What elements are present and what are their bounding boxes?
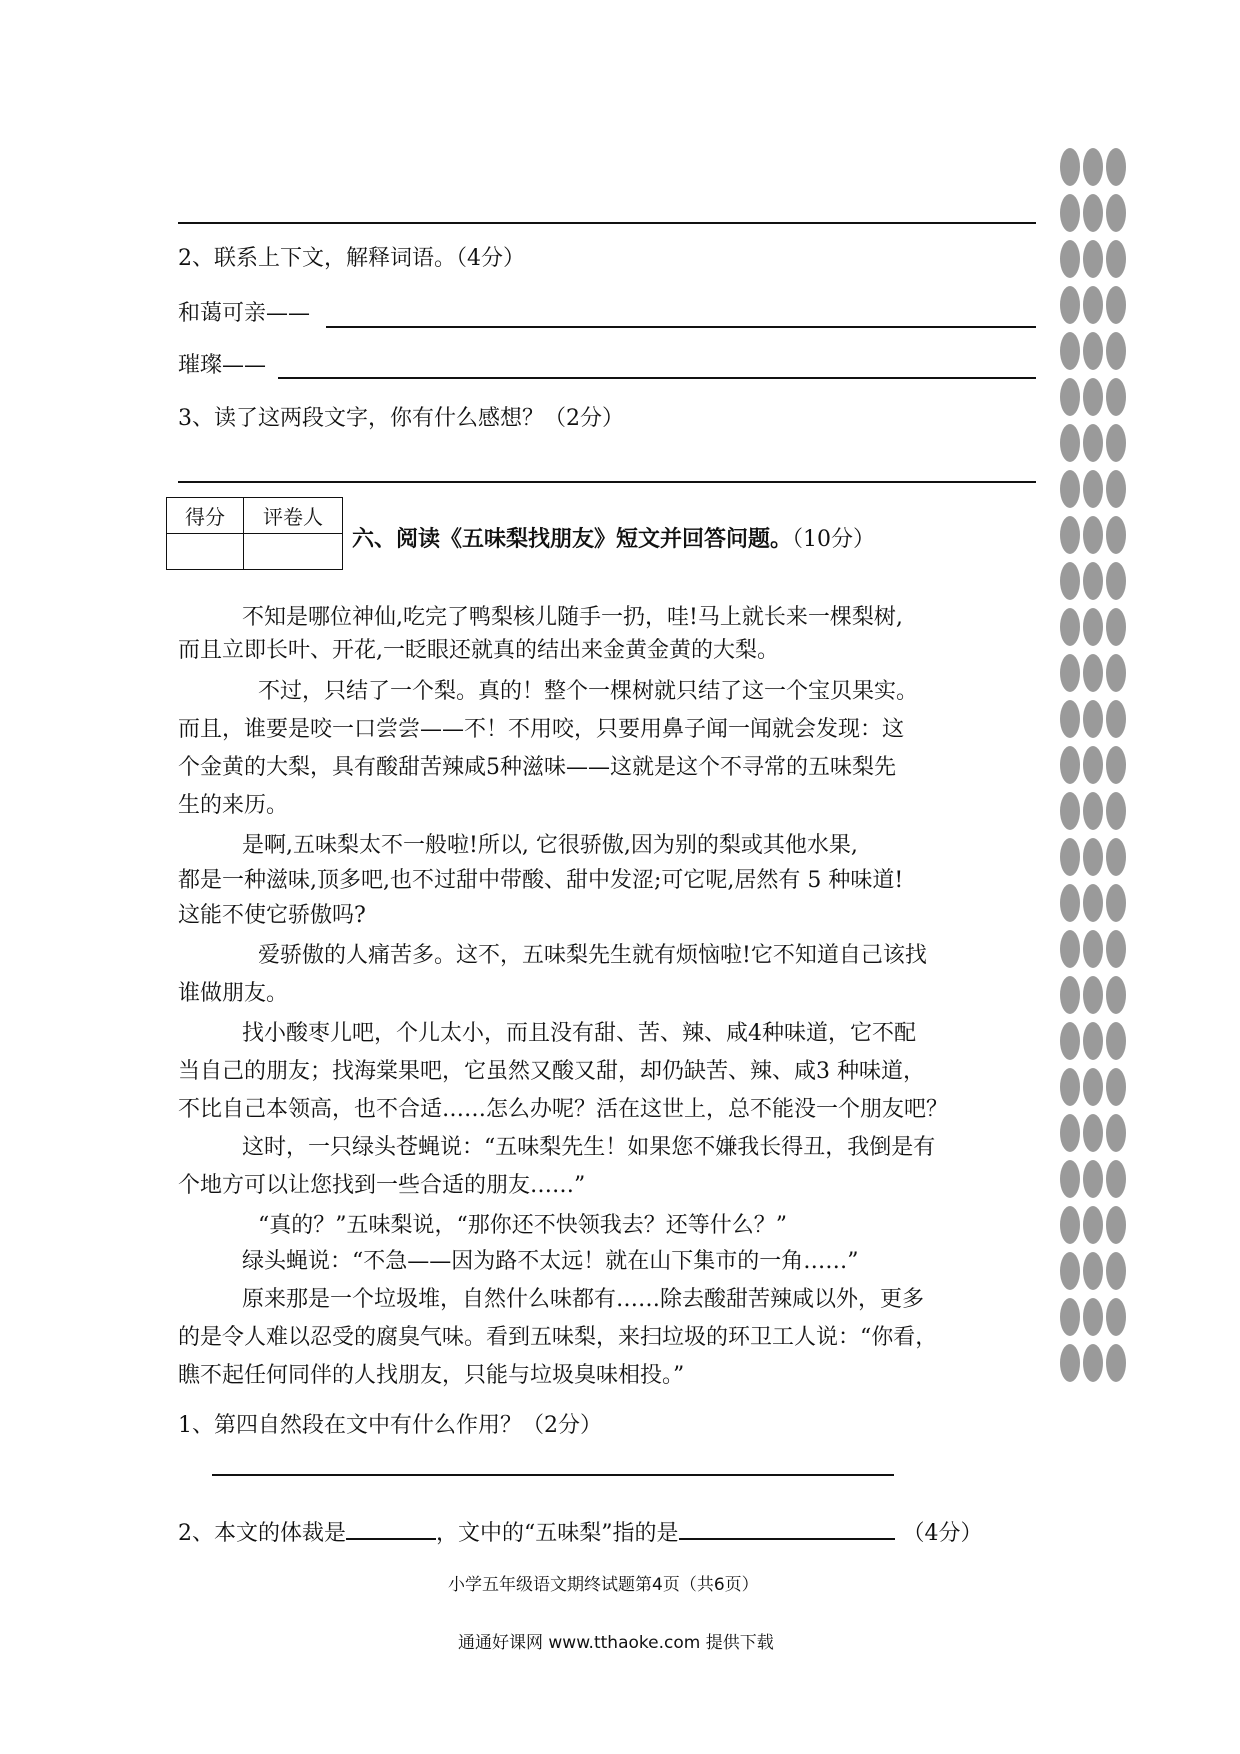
term-2-label: 璀璨—— <box>178 353 267 378</box>
binding-hole-dot <box>1060 1344 1080 1382</box>
binding-hole-dot <box>1083 194 1103 232</box>
meaning-blank[interactable] <box>679 1514 895 1540</box>
binding-hole-dot <box>1106 884 1126 922</box>
binding-dot-row <box>1060 470 1132 508</box>
sub-question-2-part2: ，文中的“五味梨”指的是 <box>436 1521 679 1546</box>
binding-hole-dot <box>1083 1344 1103 1382</box>
binding-dots <box>1060 148 1132 1390</box>
binding-dot-row <box>1060 976 1132 1014</box>
score-cell[interactable] <box>167 534 244 570</box>
binding-hole-dot <box>1083 746 1103 784</box>
binding-hole-dot <box>1083 516 1103 554</box>
passage-line: 而且立即长叶、开花,一眨眼还就真的结出来金黄金黄的大梨。 <box>178 638 779 663</box>
binding-hole-dot <box>1083 1206 1103 1244</box>
binding-hole-dot <box>1083 700 1103 738</box>
binding-dot-row <box>1060 1206 1132 1244</box>
binding-hole-dot <box>1060 378 1080 416</box>
binding-hole-dot <box>1060 792 1080 830</box>
binding-hole-dot <box>1106 562 1126 600</box>
binding-hole-dot <box>1106 1298 1126 1336</box>
binding-hole-dot <box>1106 470 1126 508</box>
binding-hole-dot <box>1106 930 1126 968</box>
binding-hole-dot <box>1060 1114 1080 1152</box>
binding-hole-dot <box>1060 654 1080 692</box>
binding-hole-dot <box>1106 148 1126 186</box>
binding-hole-dot <box>1060 286 1080 324</box>
binding-dot-row <box>1060 838 1132 876</box>
binding-hole-dot <box>1083 378 1103 416</box>
binding-dot-row <box>1060 148 1132 186</box>
score-table <box>166 497 343 570</box>
binding-hole-dot <box>1060 700 1080 738</box>
binding-hole-dot <box>1083 332 1103 370</box>
page-info: 小学五年级语文期终试题第4页（共6页） <box>448 1575 759 1595</box>
binding-dot-row <box>1060 194 1132 232</box>
sub-question-2 <box>178 1514 983 1549</box>
binding-hole-dot <box>1106 1344 1126 1382</box>
passage-line: 都是一种滋味,顶多吧,也不过甜中带酸、甜中发涩;可它呢,居然有 5 种味道! <box>178 868 904 893</box>
binding-hole-dot <box>1106 1206 1126 1244</box>
binding-hole-dot <box>1106 838 1126 876</box>
binding-dot-row <box>1060 1160 1132 1198</box>
binding-hole-dot <box>1083 884 1103 922</box>
grader-header: 评卷人 <box>244 498 343 534</box>
binding-hole-dot <box>1083 792 1103 830</box>
passage-line: 绿头蝇说：“不急——因为路不太远！就在山下集市的一角……” <box>242 1249 859 1274</box>
binding-hole-dot <box>1060 608 1080 646</box>
question-3-label: 3、读了这两段文字，你有什么感想？（2分） <box>178 406 624 431</box>
passage-line: 是啊,五味梨太不一般啦!所以, 它很骄傲,因为别的梨或其他水果, <box>242 833 858 858</box>
passage-line: 生的来历。 <box>178 793 289 818</box>
term-2-answer-line[interactable] <box>278 377 1036 379</box>
binding-hole-dot <box>1083 240 1103 278</box>
section-6-title-text: 六、阅读《五味梨找朋友》短文并回答问题。 <box>352 526 793 552</box>
binding-hole-dot <box>1060 240 1080 278</box>
binding-hole-dot <box>1060 424 1080 462</box>
question-2-label: 2、联系上下文，解释词语。（4分） <box>178 246 525 271</box>
binding-hole-dot <box>1060 746 1080 784</box>
binding-dot-row <box>1060 746 1132 784</box>
binding-dot-row <box>1060 884 1132 922</box>
binding-hole-dot <box>1060 976 1080 1014</box>
binding-hole-dot <box>1060 194 1080 232</box>
binding-hole-dot <box>1060 148 1080 186</box>
binding-hole-dot <box>1106 286 1126 324</box>
binding-hole-dot <box>1060 838 1080 876</box>
binding-dot-row <box>1060 1068 1132 1106</box>
binding-hole-dot <box>1060 562 1080 600</box>
binding-hole-dot <box>1083 976 1103 1014</box>
binding-hole-dot <box>1060 1160 1080 1198</box>
passage-line: 这时，一只绿头苍蝇说：“五味梨先生！如果您不嫌我长得丑，我倒是有 <box>242 1135 936 1160</box>
binding-hole-dot <box>1106 194 1126 232</box>
binding-hole-dot <box>1060 1068 1080 1106</box>
binding-hole-dot <box>1106 654 1126 692</box>
score-header: 得分 <box>167 498 244 534</box>
section-6-title <box>352 524 875 555</box>
binding-hole-dot <box>1106 746 1126 784</box>
passage-line: 爱骄傲的人痛苦多。这不，五味梨先生就有烦恼啦!它不知道自己该找 <box>258 943 927 968</box>
binding-dot-row <box>1060 332 1132 370</box>
binding-dot-row <box>1060 1298 1132 1336</box>
binding-hole-dot <box>1083 838 1103 876</box>
binding-hole-dot <box>1060 1206 1080 1244</box>
binding-hole-dot <box>1083 1022 1103 1060</box>
binding-dot-row <box>1060 792 1132 830</box>
binding-hole-dot <box>1083 608 1103 646</box>
passage-line: 瞧不起任何同伴的人找朋友，只能与垃圾臭味相投。” <box>178 1363 685 1388</box>
passage-line: 而且，谁要是咬一口尝尝——不！不用咬，只要用鼻子闻一闻就会发现：这 <box>178 717 905 742</box>
passage-line: 不比自己本领高，也不合适……怎么办呢？活在这世上，总不能没一个朋友吧？ <box>178 1097 949 1122</box>
binding-dot-row <box>1060 1114 1132 1152</box>
binding-hole-dot <box>1106 378 1126 416</box>
binding-hole-dot <box>1106 1252 1126 1290</box>
binding-dot-row <box>1060 1252 1132 1290</box>
binding-hole-dot <box>1106 1114 1126 1152</box>
binding-hole-dot <box>1106 1160 1126 1198</box>
binding-dot-row <box>1060 424 1132 462</box>
binding-hole-dot <box>1060 1252 1080 1290</box>
binding-dot-row <box>1060 286 1132 324</box>
passage-line: 当自己的朋友；找海棠果吧，它虽然又酸又甜，却仍缺苦、辣、咸3 种味道， <box>178 1059 925 1084</box>
binding-hole-dot <box>1083 930 1103 968</box>
passage-line: 这能不使它骄傲吗? <box>178 903 366 928</box>
binding-hole-dot <box>1060 516 1080 554</box>
section-6-points: （10分） <box>792 527 876 552</box>
binding-hole-dot <box>1083 148 1103 186</box>
download-note: 通通好课网 www.tthaoke.com 提供下载 <box>458 1633 774 1653</box>
binding-hole-dot <box>1083 470 1103 508</box>
passage-line: 原来那是一个垃圾堆，自然什么味都有……除去酸甜苦辣咸以外，更多 <box>242 1287 925 1312</box>
binding-hole-dot <box>1106 1068 1126 1106</box>
binding-hole-dot <box>1106 608 1126 646</box>
binding-hole-dot <box>1083 1068 1103 1106</box>
passage-line: 不知是哪位神仙,吃完了鸭梨核儿随手一扔，哇!马上就长来一棵梨树, <box>242 605 903 630</box>
sub-question-1-label: 1、第四自然段在文中有什么作用？（2分） <box>178 1413 602 1438</box>
binding-hole-dot <box>1060 1298 1080 1336</box>
binding-hole-dot <box>1106 1022 1126 1060</box>
term-1-label: 和蔼可亲—— <box>178 301 311 326</box>
passage-line: 谁做朋友。 <box>178 981 289 1006</box>
answer-line[interactable] <box>178 222 1036 224</box>
passage-line: 个地方可以让您找到一些合适的朋友……” <box>178 1173 586 1198</box>
binding-hole-dot <box>1060 1022 1080 1060</box>
question-3-answer-line[interactable] <box>178 481 1036 483</box>
binding-hole-dot <box>1083 1298 1103 1336</box>
binding-hole-dot <box>1060 470 1080 508</box>
binding-dot-row <box>1060 608 1132 646</box>
binding-dot-row <box>1060 516 1132 554</box>
grader-cell[interactable] <box>244 534 343 570</box>
binding-dot-row <box>1060 562 1132 600</box>
passage-line: 的是令人难以忍受的腐臭气味。看到五味梨，来扫垃圾的环卫工人说：“你看， <box>178 1325 938 1350</box>
binding-hole-dot <box>1083 1114 1103 1152</box>
binding-hole-dot <box>1060 930 1080 968</box>
binding-hole-dot <box>1106 792 1126 830</box>
binding-dot-row <box>1060 378 1132 416</box>
binding-hole-dot <box>1083 1160 1103 1198</box>
passage-line: 不过，只结了一个梨。真的！整个一棵树就只结了这一个宝贝果实。 <box>258 679 919 704</box>
binding-dot-row <box>1060 654 1132 692</box>
passage-line: 个金黄的大梨，具有酸甜苦辣咸5种滋味——这就是这个不寻常的五味梨先 <box>178 755 896 780</box>
binding-hole-dot <box>1106 332 1126 370</box>
binding-hole-dot <box>1106 240 1126 278</box>
term-1-answer-line[interactable] <box>326 326 1036 328</box>
binding-hole-dot <box>1083 424 1103 462</box>
binding-hole-dot <box>1060 884 1080 922</box>
sub-question-1-answer-line[interactable] <box>212 1474 894 1476</box>
passage-line: 找小酸枣儿吧，个儿太小，而且没有甜、苦、辣、咸4种味道，它不配 <box>242 1021 916 1046</box>
binding-dot-row <box>1060 700 1132 738</box>
genre-blank[interactable] <box>346 1514 436 1540</box>
binding-hole-dot <box>1060 332 1080 370</box>
binding-hole-dot <box>1083 1252 1103 1290</box>
binding-hole-dot <box>1083 286 1103 324</box>
binding-hole-dot <box>1083 654 1103 692</box>
sub-question-2-part1: 2、本文的体裁是 <box>178 1521 346 1546</box>
sub-question-2-points: （4分） <box>902 1521 983 1546</box>
binding-dot-row <box>1060 930 1132 968</box>
binding-hole-dot <box>1106 700 1126 738</box>
binding-hole-dot <box>1106 976 1126 1014</box>
binding-dot-row <box>1060 1344 1132 1382</box>
binding-hole-dot <box>1106 516 1126 554</box>
passage-line: “真的？”五味梨说，“那你还不快领我去？还等什么？” <box>258 1213 787 1238</box>
binding-hole-dot <box>1083 562 1103 600</box>
binding-dot-row <box>1060 1022 1132 1060</box>
binding-dot-row <box>1060 240 1132 278</box>
binding-hole-dot <box>1106 424 1126 462</box>
